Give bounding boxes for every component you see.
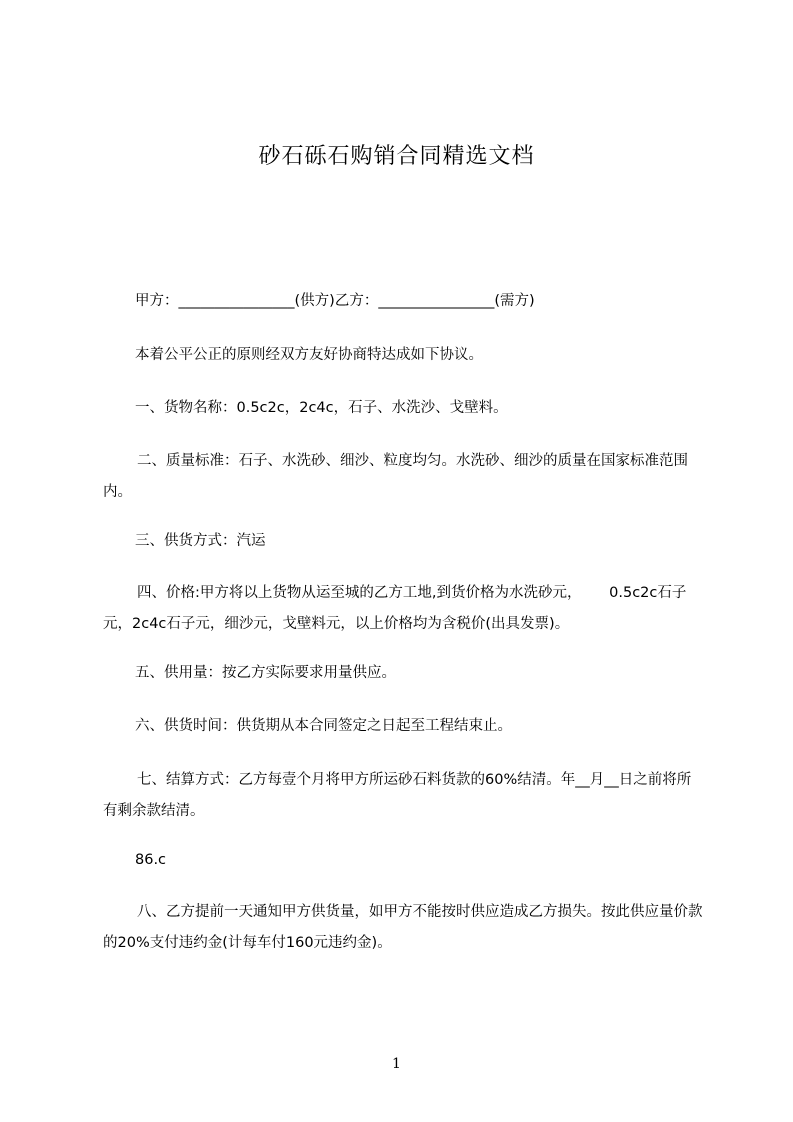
clause-penalty: 八、乙方提前一天通知甲方供货量，如甲方不能按时供应造成乙方损失。按此供应量价款的20%支付违约金(计每车付160元违约金)。: [103, 904, 703, 951]
page-number: 1: [392, 1056, 401, 1072]
clause-supply-time: 六、供货时间：供货期从本合同签定之日起至工程结束止。: [135, 718, 512, 734]
stray-text: 86.c: [135, 852, 167, 868]
clause-delivery-method: 三、供货方式：汽运: [135, 533, 266, 549]
parties-line: 甲方：________________(供方)乙方：________________(需方): [135, 293, 535, 309]
clause-settlement: 七、结算方式：乙方每壹个月将甲方所运砂石料货款的60%结清。年__月__日之前将所有剩余款结清。: [103, 772, 692, 819]
clause-supply-quantity: 五、供用量：按乙方实际要求用量供应。: [135, 665, 396, 681]
clause-goods-name: 一、货物名称：0.5c2c，2c4c，石子、水洗沙、戈壁料。: [135, 400, 508, 416]
clause-quality-standard: 二、质量标准：石子、水洗砂、细沙、粒度均匀。水洗砂、细沙的质量在国家标准范围内。: [103, 453, 688, 500]
clause-price: 四、价格:甲方将以上货物从运至城的乙方工地,到货价格为水洗砂元， 0.5c2c石子元，2c4c石子元，细沙元，戈壁料元，以上价格均为含税价(出具发票)。: [103, 585, 687, 632]
document-title: 砂石砾石购销合同精选文档: [258, 144, 535, 169]
preamble-paragraph: 本着公平公正的原则经双方友好协商特达成如下协议。: [135, 347, 483, 363]
